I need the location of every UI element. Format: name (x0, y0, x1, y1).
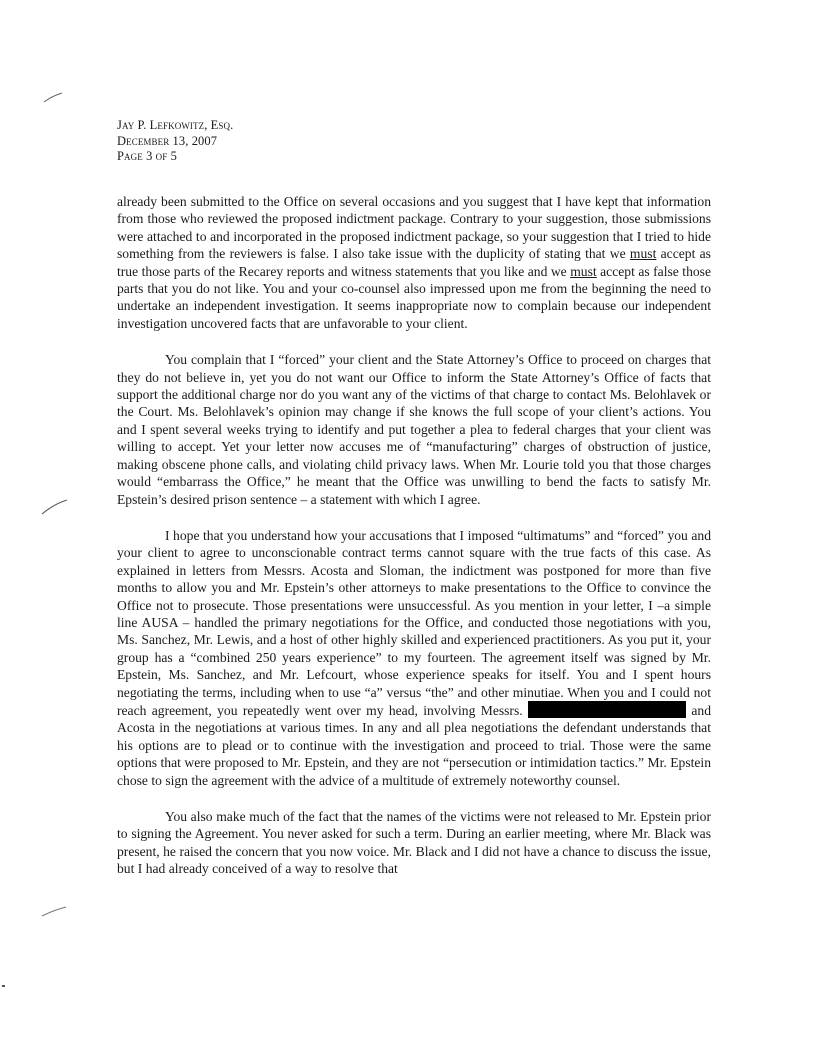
redaction-box (528, 701, 686, 718)
underlined-must: must (629, 246, 657, 262)
header-date: December 13, 2007 (117, 133, 218, 148)
header-addressee: Jay P. Lefkowitz, Esq. (117, 118, 234, 132)
paragraph-4: You also make much of the fact that the names of the victims were not released to Mr. Epstein prior to signing the Agreement. You never asked for such a term. During an earlier meeting, where Mr. Black was present, he raised the concern that you now voice. Mr. Black and I did not have a chance to discuss the issue, but I had already conceived of a way to resolve that (117, 809, 711, 877)
letter-body (117, 193, 711, 897)
underlined-must: must (570, 263, 597, 279)
scan-artifact-dot (0, 982, 8, 990)
scan-artifact-mark (42, 90, 66, 106)
paragraph-2: You complain that I “forced” your client and the State Attorney’s Office to proceed on charges that they do not believe in, yet you do not want our Office to inform the State Attorney’s Office of facts that support the additional charge nor do you want any of the victims of that charge to contact Ms. Belohlavek or the Court. Ms. Belohlavek’s opinion may change if she knows the full scope of your client’s actions. You and I spent several weeks trying to identify and put together a plea to federal charges that your client was willing to accept. Yet your letter now accuses me of “manufacturing” charges of obstruction of justice, making obscene phone calls, and violating child privacy laws. When Mr. Lourie told you that those charges would “embarrass the Office,” he meant that the Office was unwilling to bend the facts to satisfy Mr. Epstein’s desired prison sentence – a statement with which I agree. (117, 352, 711, 507)
scan-artifact-mark (40, 905, 70, 919)
paragraph-3: I hope that you understand how your accusations that I imposed “ultimatums” and “forced” you and your client to agree to unconscionable contract terms cannot square with the true facts of this case. As explained in letters from Messrs. Acosta and Sloman, the indictment was postponed for more than five months to allow you and Mr. Epstein’s other attorneys to make presentations to the Office to convince the Office not to prosecute. Those presentations were unsuccessful. As you mention in your letter, I –a simple line AUSA – handled the primary negotiations for the Office, and conducted those negotiations with you, Ms. Sanchez, Mr. Lewis, and a host of other highly skilled and experienced practitioners. As you put it, your group has a “combined 250 years experience” to my fourteen. The agreement itself was signed by Mr. Epstein, Ms. Sanchez, and Mr. Lefcourt, whose experience speaks for itself. You and I spent hours negotiating the terms, including when to use “a” versus “the” and other minutiae. When you and I could not reach agreement, you repeatedly went over my head, involving Messrs. and Acosta in the negotiations at various times. In any and all plea negotiations the defendant understands that his options are to plead or to continue with the investigation and proceed to trial. Those were the same options that were proposed to Mr. Epstein, and they are not “persecution or intimidation tactics.” Mr. Epstein chose to sign the agreement with the advice of a multitude of extremely noteworthy counsel. (117, 527, 711, 788)
header-page-number: Page 3 of 5 (117, 149, 177, 163)
scan-artifact-mark (40, 498, 70, 518)
letter-header (117, 118, 233, 165)
paragraph-1: already been submitted to the Office on several occasions and you suggest that I have kept that information from those who reviewed the proposed indictment package. Contrary to your suggestion, those submissions were attached to and incorporated in the proposed indictment package, so your suggestion that I tried to hide something from the reviewers is false. I also take issue with the duplicity of stating that we must accept as true those parts of the Recarey reports and witness statements that you like and we must accept as false those parts that you do not like. You and your co-counsel also impressed upon me from the beginning the need to undertake an independent investigation. It seems inappropriate now to complain because our independent investigation uncovered facts that are unfavorable to your client. (117, 194, 711, 331)
